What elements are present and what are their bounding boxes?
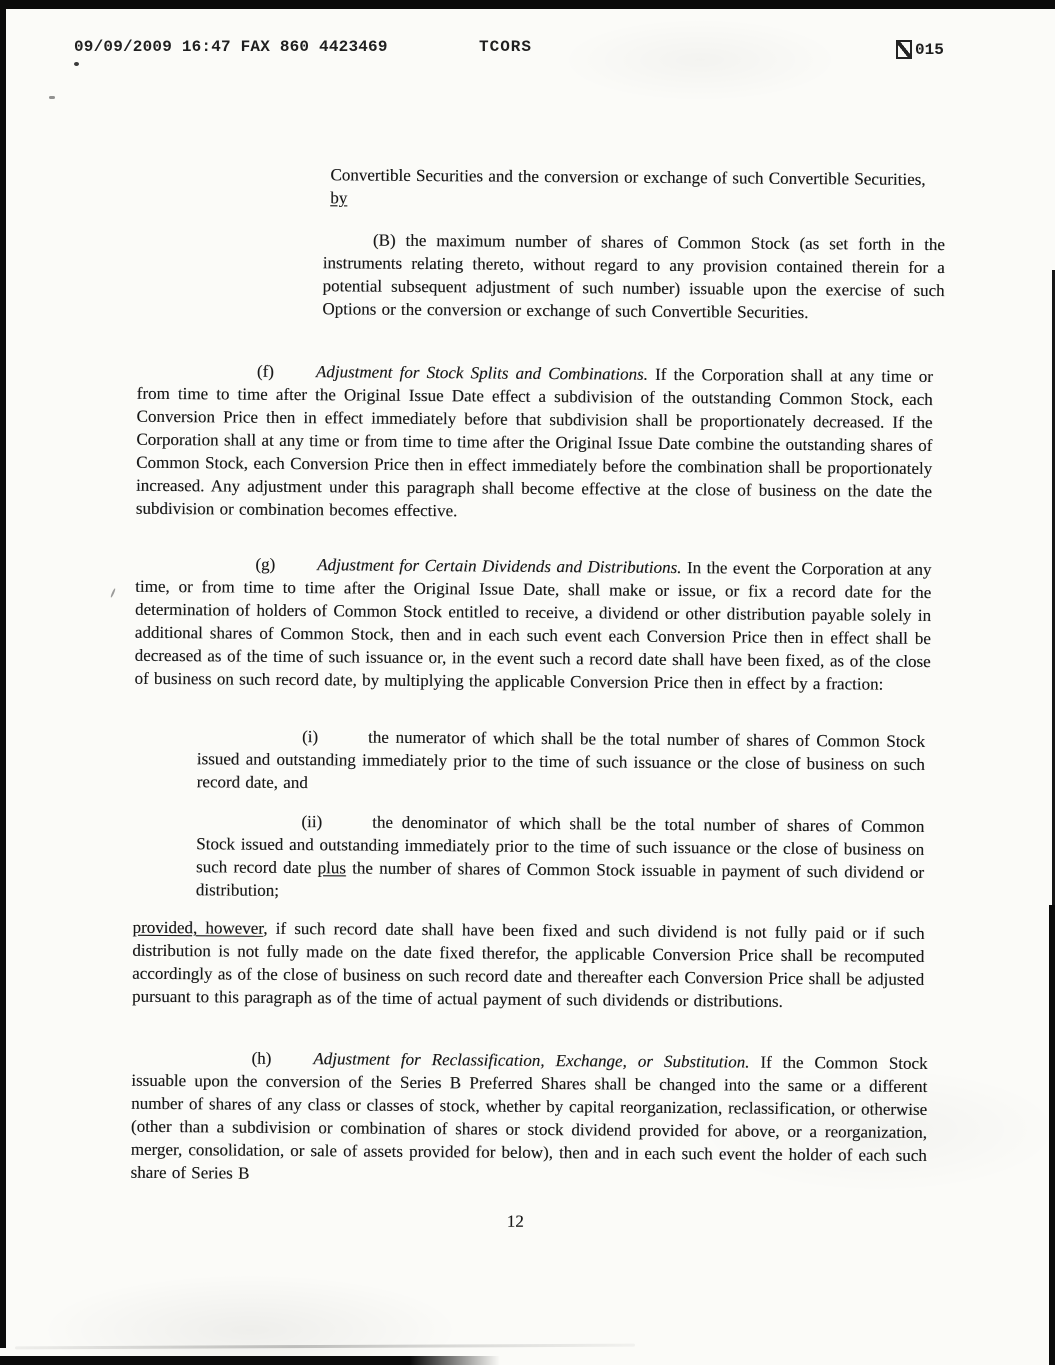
intro-underlined-text: by [330, 188, 348, 208]
clause-h-heading: Adjustment for Reclassification, Exchange, or Substitution. [313, 1049, 750, 1072]
paragraph-clause-ii [196, 809, 925, 907]
clause-g-heading: Adjustment for Certain Dividends and Distributions. [317, 555, 682, 578]
clause-b-body: the maximum number of shares of Common Stock (as set forth in the instruments relating thereto, without regard to any provision contained therein for a potential subsequent adjustment of such number) issuable upon the exercise of such Options or the conversion or exchange of such Convertible Securities. [322, 230, 945, 323]
paragraph-intro [330, 163, 942, 214]
clause-f-body: If the Corporation shall at any time or from time to time after the Original Issue Date effect a subdivision of the outstanding Common Stock, each Conversion Price then in effect immediately before that subdivision shall be proportionately decreased. If the Corporation shall at any time or from time to time after the Original Issue Date combine the outstanding shares of Common Stock, each Conversion Price then in effect immediately before the combination shall be proportionately increased. Any adjustment under this paragraph shall become effective at the close of business on the date the subdivision or combination becomes effective. [135, 364, 933, 521]
intro-text: Convertible Securities and the conversion or exchange of such Convertible Securities, [330, 165, 926, 189]
paragraph-proviso [132, 916, 925, 1014]
fax-timestamp-line: 09/09/2009 16:47 FAX 860 4423469 [74, 38, 388, 56]
clause-f-label: (f) [256, 361, 274, 381]
clause-i-body: the numerator of which shall be the total number of shares of Common Stock issued and outstanding immediately prior to the time of such issuance or the close of business on such record date, and [196, 727, 926, 793]
clause-h-label: (h) [251, 1048, 272, 1068]
clause-ii-underlined-text: plus [317, 858, 346, 878]
proviso-body: , if such record date shall have been fixed and such dividend is not fully paid or if such distribution is not fully made on the date fixed therefor, the applicable Conversion Price shall be recomputed accordingly as of the close of business on such record date and thereafter each Conversion Price shall be adjusted pursuant to this paragraph as of the time of actual payment of such dividends or distributions. [131, 918, 925, 1011]
clause-ii-label: (ii) [301, 812, 323, 832]
clause-b-label: (B) [372, 230, 396, 250]
paragraph-clause-f [136, 359, 933, 526]
clause-i-label: (i) [301, 727, 319, 747]
clause-ii-body-after: the number of shares of Common Stock issuable in payment of such dividend or distribution; [195, 858, 925, 900]
paragraph-clause-b [322, 228, 945, 325]
fax-sender-id: TCORS [479, 38, 533, 56]
fax-page-counter-value: 015 [915, 40, 944, 59]
clause-f-heading: Adjustment for Stock Splits and Combinations. [315, 362, 648, 384]
proviso-underlined-text: provided, however [132, 917, 264, 938]
paragraph-clause-g [134, 552, 931, 696]
clause-h-body: If the Common Stock issuable upon the conversion of the Series B Preferred Shares shall be changed into the same or a different number of shares of any class or classes of stock, whether by capital reorganization, reclassification, or otherwise (other than a subdivision or combination of shares or stock dividend provided for above, or a reorganization, merger, consolidation, or sale of assets provided for below), then and in each such event the holder of each such share of Series B [130, 1052, 928, 1183]
clause-g-label: (g) [255, 554, 276, 574]
page-number: 12 [506, 1211, 524, 1231]
paragraph-clause-i [197, 724, 926, 799]
paragraph-clause-h [131, 1046, 928, 1190]
clause-ii-body-before: the denominator of which shall be the total number of shares of Common Stock issued and outstanding immediately prior to the time of such issuance or the close of business on such record date [195, 812, 925, 878]
clause-g-body: In the event the Corporation at any time, or from time to time after the Original Issue Date, shall make or issue, or fix a record date for the determination of holders of Common Stock entitled to receive, a dividend or other distribution payable solely in additional shares of Common Stock, then and in each such event each Conversion Price then in effect shall be decreased as of the time of such issuance or, in the event such a record date shall have been fixed, as of the close of business on such record date, by multiplying the applicable Conversion Price then in effect by a fraction: [134, 558, 932, 694]
